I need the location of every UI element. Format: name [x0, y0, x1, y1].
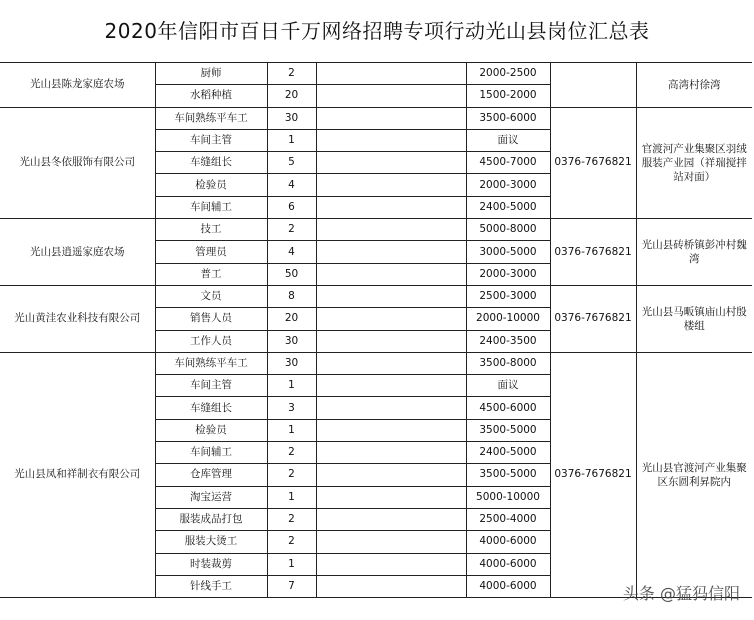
blank-cell — [316, 107, 466, 129]
company-name: 光山县陈龙家庭农场 — [0, 63, 155, 108]
job-count: 2 — [267, 219, 316, 241]
job-salary: 3500-5000 — [466, 464, 550, 486]
contact-phone: 0376-7676821 — [550, 352, 636, 597]
job-count: 1 — [267, 129, 316, 151]
blank-cell — [316, 419, 466, 441]
job-salary: 面议 — [466, 375, 550, 397]
job-salary: 2000-3000 — [466, 174, 550, 196]
table-row — [0, 63, 752, 85]
job-count: 1 — [267, 419, 316, 441]
blank-cell — [316, 442, 466, 464]
job-count: 5 — [267, 152, 316, 174]
job-count: 2 — [267, 442, 316, 464]
job-salary: 4000-6000 — [466, 531, 550, 553]
job-count: 8 — [267, 285, 316, 307]
blank-cell — [316, 152, 466, 174]
company-name: 光山县逍遥家庭农场 — [0, 219, 155, 286]
work-location — [636, 352, 752, 597]
job-title: 仓库管理 — [155, 464, 267, 486]
blank-cell — [316, 553, 466, 575]
job-salary: 2000-3000 — [466, 263, 550, 285]
job-title: 车间主管 — [155, 129, 267, 151]
blank-cell — [316, 241, 466, 263]
work-location-text: 光山县官渡河产业集聚区东圆利昇院内 — [641, 461, 747, 488]
blank-cell — [316, 174, 466, 196]
blank-cell — [316, 285, 466, 307]
job-title: 车间辅工 — [155, 442, 267, 464]
table-row — [0, 352, 752, 374]
job-salary: 3000-5000 — [466, 241, 550, 263]
job-title: 针线手工 — [155, 575, 267, 597]
work-location — [636, 219, 752, 286]
blank-cell — [316, 129, 466, 151]
job-title: 检验员 — [155, 419, 267, 441]
job-count: 2 — [267, 63, 316, 85]
job-salary: 4000-6000 — [466, 553, 550, 575]
contact-phone: 0376-7676821 — [550, 107, 636, 218]
job-count: 50 — [267, 263, 316, 285]
job-count: 1 — [267, 553, 316, 575]
job-title: 厨师 — [155, 63, 267, 85]
job-count: 2 — [267, 531, 316, 553]
job-salary: 2500-4000 — [466, 508, 550, 530]
job-title: 工作人员 — [155, 330, 267, 352]
job-salary: 4500-7000 — [466, 152, 550, 174]
work-location-text: 光山县马畈镇庙山村殷楼组 — [641, 305, 747, 332]
job-count: 20 — [267, 85, 316, 107]
job-salary: 4000-6000 — [466, 575, 550, 597]
blank-cell — [316, 375, 466, 397]
blank-cell — [316, 308, 466, 330]
job-count: 1 — [267, 375, 316, 397]
blank-cell — [316, 219, 466, 241]
contact-phone: 0376-7676821 — [550, 219, 636, 286]
job-count: 6 — [267, 196, 316, 218]
job-count: 30 — [267, 330, 316, 352]
job-title: 检验员 — [155, 174, 267, 196]
contact-phone: 0376-7676821 — [550, 285, 636, 352]
page-title: 2020年信阳市百日千万网络招聘专项行动光山县岗位汇总表 — [104, 19, 650, 43]
work-location-text: 高湾村徐湾 — [668, 78, 721, 91]
job-salary: 2400-3500 — [466, 330, 550, 352]
job-salary: 4500-6000 — [466, 397, 550, 419]
blank-cell — [316, 85, 466, 107]
job-count: 4 — [267, 241, 316, 263]
job-salary: 2500-3000 — [466, 285, 550, 307]
blank-cell — [316, 397, 466, 419]
work-location — [636, 63, 752, 108]
job-title: 时装裁剪 — [155, 553, 267, 575]
blank-cell — [316, 330, 466, 352]
blank-cell — [316, 486, 466, 508]
job-salary: 3500-6000 — [466, 107, 550, 129]
job-salary: 5000-10000 — [466, 486, 550, 508]
job-salary: 2400-5000 — [466, 196, 550, 218]
job-title: 水稻种植 — [155, 85, 267, 107]
job-count: 2 — [267, 508, 316, 530]
job-salary: 2000-10000 — [466, 308, 550, 330]
watermark: 头条 @猛犸信阳 — [622, 584, 740, 603]
blank-cell — [316, 464, 466, 486]
job-title: 车间主管 — [155, 375, 267, 397]
job-title: 车间辅工 — [155, 196, 267, 218]
job-salary: 面议 — [466, 129, 550, 151]
company-name: 光山县凤和祥制衣有限公司 — [0, 352, 155, 597]
table-body — [0, 63, 752, 598]
blank-cell — [316, 63, 466, 85]
job-title: 普工 — [155, 263, 267, 285]
blank-cell — [316, 352, 466, 374]
job-title: 文员 — [155, 285, 267, 307]
job-salary: 3500-8000 — [466, 352, 550, 374]
job-title: 车缝组长 — [155, 397, 267, 419]
job-count: 30 — [267, 107, 316, 129]
table-row — [0, 285, 752, 307]
work-location — [636, 285, 752, 352]
job-title: 车间熟练平车工 — [155, 107, 267, 129]
job-title: 车间熟练平车工 — [155, 352, 267, 374]
job-salary: 1500-2000 — [466, 85, 550, 107]
job-title: 服装大烫工 — [155, 531, 267, 553]
table-row — [0, 107, 752, 129]
job-title: 淘宝运营 — [155, 486, 267, 508]
blank-cell — [316, 575, 466, 597]
job-count: 2 — [267, 464, 316, 486]
job-title: 管理员 — [155, 241, 267, 263]
job-salary: 3500-5000 — [466, 419, 550, 441]
job-count: 7 — [267, 575, 316, 597]
job-count: 4 — [267, 174, 316, 196]
job-salary: 2400-5000 — [466, 442, 550, 464]
job-salary: 2000-2500 — [466, 63, 550, 85]
job-title: 车缝组长 — [155, 152, 267, 174]
contact-phone — [550, 63, 636, 108]
table-row — [0, 219, 752, 241]
work-location-text: 光山县砖桥镇彭冲村魏湾 — [641, 239, 747, 266]
job-count: 30 — [267, 352, 316, 374]
job-salary: 5000-8000 — [466, 219, 550, 241]
work-location — [636, 107, 752, 218]
job-count: 20 — [267, 308, 316, 330]
work-location-text: 官渡河产业集聚区羽绒服装产业园（祥瑞搅拌站对面） — [641, 142, 747, 183]
job-count: 3 — [267, 397, 316, 419]
blank-cell — [316, 196, 466, 218]
company-name: 光山县冬依服饰有限公司 — [0, 107, 155, 218]
job-summary-table — [0, 62, 752, 598]
job-title: 技工 — [155, 219, 267, 241]
job-title: 服装成品打包 — [155, 508, 267, 530]
job-title: 销售人员 — [155, 308, 267, 330]
job-count: 1 — [267, 486, 316, 508]
blank-cell — [316, 263, 466, 285]
blank-cell — [316, 531, 466, 553]
company-name: 光山黄洼农业科技有限公司 — [0, 285, 155, 352]
blank-cell — [316, 508, 466, 530]
